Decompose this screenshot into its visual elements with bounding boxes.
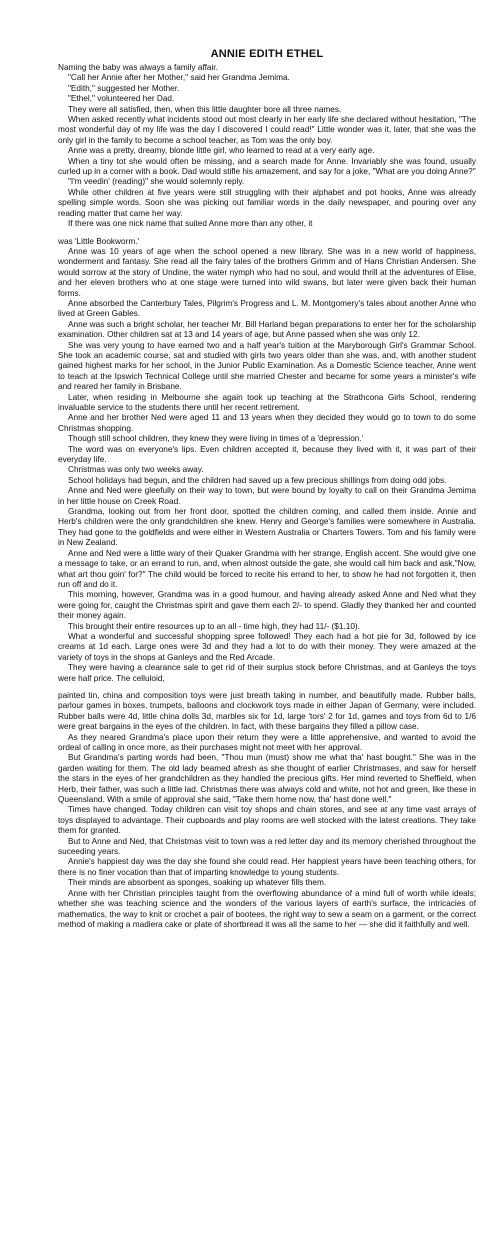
paragraph: Anne with her Christian principles taught from the overflowing abundance of a mind full of worth while ideals; whether she was teaching science and the wonders of the various layers of earth's surface, the intricacies of mathematics, the way to knit or crochet a pair of bootees, the right way to sew a seam on a garment, or the correct method of making a madiera cake or plate of shortbread it was all the same to her — she did it faithfully and well. — [58, 888, 476, 929]
section-gap-2 — [58, 684, 476, 691]
text-block-3 — [58, 691, 476, 930]
paragraph: This morning, however, Grandma was in a good humour, and having already asked Anne and Ned what they were going for, caught the Christmas spirit and gave them each 2/- to spend. Gladly they thanked her and counted their money again. — [58, 590, 476, 621]
text-block-2 — [58, 237, 476, 684]
article — [58, 48, 476, 930]
text-block-1 — [58, 63, 476, 230]
paragraph: The word was on everyone's lips. Even children accepted it, because they lived with it, it was part of their everyday life. — [58, 444, 476, 465]
section-gap-1 — [58, 230, 476, 237]
paragraph: Anne and Ned were gleefully on their way to town, but were bound by loyalty to call on their Grandma Jemima in her little house on Creek Road. — [58, 486, 476, 506]
paragraph: Times have changed. Today children can visit toy shops and chain stores, and see at any time vast arrays of toys displayed to advantage. Their cupboards and play rooms are well stocked with the latest creations. They take them for granted. — [58, 805, 476, 836]
paragraph: While other children at five years were still struggling with their alphabet and pot hooks, Anne was already spelling simple words. Soon she was picking out familiar words in the daily newspaper, and pouring over any reading matter that came her way. — [58, 187, 476, 218]
paragraph: Annie's happiest day was the day she found she could read. Her happiest years have been teaching others, for there is no finer vocation than that of imparting knowledge to young students. — [58, 857, 476, 877]
paragraph: Though still school children, they knew they were living in times of a 'depression.' — [68, 434, 364, 444]
paragraph: Their minds are absorbent as sponges, soaking up whatever fills them. — [68, 878, 327, 888]
paragraph: was 'Little Bookworm.' — [58, 236, 140, 246]
paragraph: This brought their entire resources up to an all - time high, they had 11/- ($1.10). — [68, 621, 360, 631]
paragraph: Anne and her brother Ned were aged 11 and 13 years when they decided they would go to town to do some Christmas shopping. — [58, 413, 476, 433]
paragraph: "I'm veedin' (reading)" she would solemnly reply. — [68, 177, 245, 187]
paragraph: Later, when residing in Melbourne she again took up teaching at the Strathcona Girls School, rendering invaluable service to the students there until her recent retirement. — [58, 392, 476, 412]
paragraph: Grandma, looking out from her front door, spotted the children coming, and called them inside. Annie and Herb's children were the only grandchildren she knew. Henry and George's families were somewhere in Australia. They had gone to the goldfields and were either in Western Australia or Charters Towers. Tom and his family were in New Zealand. — [58, 507, 476, 548]
paragraph: School holidays had begun, and the children had saved up a few precious shillings from doing odd jobs. — [68, 475, 447, 485]
paragraph: "Edith," suggested her Mother. — [68, 83, 180, 93]
paragraph: "Ethel," volunteered her Dad. — [68, 94, 175, 104]
paragraph: They were having a clearance sale to get rid of their surplus stock before Christmas, and at Ganleys the toys were half price. The celluloid, — [58, 663, 476, 683]
paragraph: Anne and Ned were a little wary of their Quaker Grandma with her strange, English accent. She would give one a message to take, or an errand to run, and, when almost outside the gate, she would call him back and ask,"Now, what art thou goin' for?" The child would be forced to recite his errand to her, to show he had not forgotten it, then run off and do it. — [58, 548, 476, 589]
paragraph: When a tiny tot she would often be missing, and a search made for Anne. Invariably she was found, usually curled up in a corner with a book. Dad would stifle his amazement, and say for a joke, "What are you doing Anne?" — [58, 156, 476, 177]
paragraph: But Grandma's parting words had been, "Thou mun (must) show me what tha' hast bought." She was in the garden waiting for them. The old lady beamed afresh as she thought of earlier Christmases, and saw for herself the stars in the eyes of her grandchildren as they handled the precious gifts. Her mind reverted to Sheffield, when Herb, their father, was such a little lad. Christmas there was always cold and white, not hot and green, like these in Queensland. With a smile of approval she said, "Take them home now, tha' hast done well." — [58, 753, 476, 805]
paragraph: Anne was a pretty, dreamy, blonde little girl, who learned to read at a very early age. — [68, 146, 375, 156]
paragraph: As they neared Grandma's place upon their return they were a little apprehensive, and wanted to avoid the ordeal of calling in once more, as their purchases might not meet with her approval. — [58, 732, 476, 752]
paragraph: "Call her Annie after her Mother," said her Grandma Jemima. — [68, 73, 290, 83]
paragraph: painted tin, china and composition toys were just breath taking in number, and beautifully made. Rubber balls, parlour games in boxes, trumpets, balloons and clockwork toys made in either Japan of Germany, were included. Rubber balls were 4d, little china dolls 3d, marbles six for 1d, large 'tors' 2 for 1d, games and toys from 6d to 1/6 were great bargains in the eyes of the children. In fact, with these bargains they filled a pillow case. — [58, 690, 476, 732]
paragraph: She was very young to have earned two and a half year's tuition at the Maryborough Girl's Grammar School. She took an academic course, sat and studied with girls two years older than she was, and, with another student gained highest marks for her school, in the Junior Public Examination. As a Domestic Science teacher, Anne went to teach at the Ipswich Technical College until she married Chester and became for some years a minister's wife and reared her family in Brisbane. — [58, 340, 476, 392]
paragraph: Anne was 10 years of age when the school opened a new library. She was in a new world of happiness, wonderment and fantasy. She read all the fairy tales of the brothers Grimm and of Hans Christian Andersen. She would sorrow at the story of Undine, the water nymph who had no soul, and would thrill at the adventures of Elise, and her eleven brothers who at one stage were turned into wild swans, but later were given back their human forms. — [58, 246, 476, 298]
paragraph: Christmas was only two weeks away. — [68, 465, 204, 475]
paragraph: What a wonderful and successful shopping spree followed! They each had a hot pie for 3d, followed by ice creams at 1d each. Large ones were 3d and they had a lot to do with their money. They were amazed at the variety of toys in the shops at Ganleys and the Red Arcade. — [58, 631, 476, 662]
paragraph: But to Anne and Ned, that Christmas visit to town was a red letter day and its memory cherished throughout the suceeding years. — [58, 836, 476, 857]
article-title: ANNIE EDITH ETHEL — [210, 48, 324, 60]
paragraph: Naming the baby was always a family affair. — [58, 63, 218, 72]
paragraph: If there was one nick name that suited Anne more than any other, it — [68, 219, 313, 229]
paragraph: When asked recently what incidents stood out most clearly in her early life she declared without hesitation, "The most wonderful day of my life was the day I discovered I could read!" Little wonder was it, later, that she was the only girl in the family to become a school teacher, as Tom was the only boy. — [58, 115, 476, 145]
paragraph: Anne absorbed the Canterbury Tales, Pilgrim's Progress and L. M. Montgomery's tales about another Anne who lived at Green Gables. — [58, 298, 476, 319]
paragraph: They were all satisfied, then, when this little daughter bore all three names. — [68, 104, 342, 114]
paragraph: Anne was such a bright scholar, her teacher Mr. Bill Harland began preparations to enter her for the scholarship examination. Other children sat at 13 and 14 years of age, but Anne passed when she was only 12. — [58, 319, 476, 340]
